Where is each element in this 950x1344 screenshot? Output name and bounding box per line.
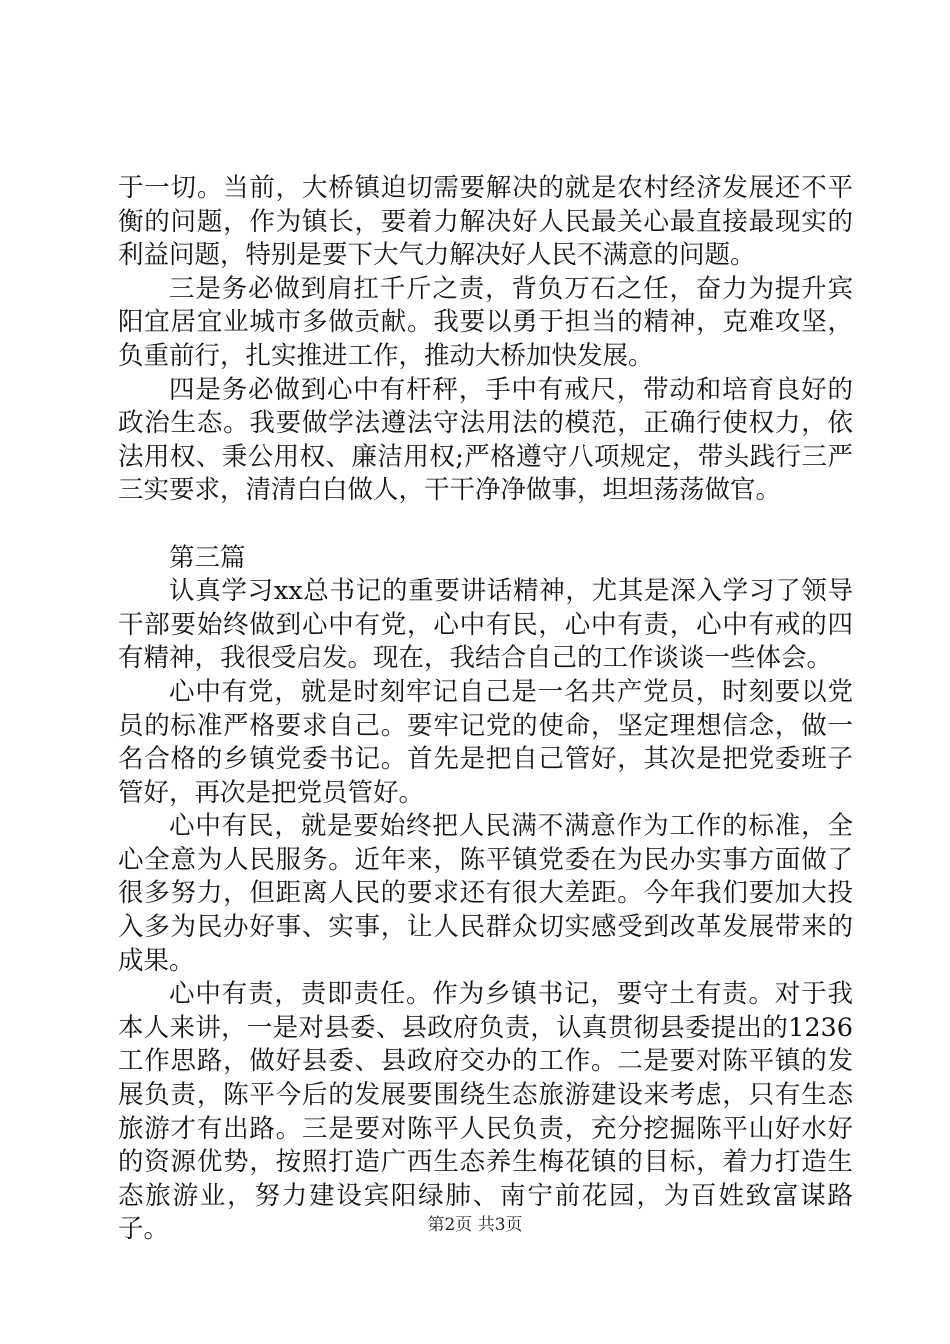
section-heading: 第三篇 (169, 542, 246, 573)
paragraph-point-four: 四是务必做到心中有杆秤，手中有戒尺，带动和培育良好的政治生态。我要做学法遵法守法用法的模范，正确行使权力，依法用权、秉公用权、廉洁用权;严格遵守八项规定，带头践行三严三实要求，清清白白做人，干干净净做事，坦坦荡荡做官。 (118, 374, 853, 506)
paragraph-point-three: 三是务必做到肩扛千斤之责，背负万石之任，奋力为提升宾阳宜居宜业城市多做贡献。我要以勇于担当的精神，克难攻坚，负重前行，扎实推进工作，推动大桥加快发展。 (118, 273, 853, 371)
section-spacer (118, 508, 853, 542)
page-footer: 第2页 共3页 (427, 1215, 523, 1235)
document-body (118, 172, 853, 1247)
paragraph-people: 心中有民，就是要始终把人民满不满意作为工作的标准，全心全意为人民服务。近年来，陈平镇党委在为民办实事方面做了很多努力，但距离人民的要求还有很大差距。今年我们要加大投入多为民办好事、实事，让人民群众切实感受到改革发展带来的成果。 (118, 811, 853, 976)
paragraph-intro: 认真学习xx总书记的重要讲话精神，尤其是深入学习了领导干部要始终做到心中有党，心中有民，心中有责，心中有戒的四有精神，我很受启发。现在，我结合自己的工作谈谈一些体会。 (118, 576, 853, 674)
paragraph-party: 心中有党，就是时刻牢记自己是一名共产党员，时刻要以党员的标准严格要求自己。要牢记党的使命，坚定理想信念，做一名合格的乡镇党委书记。首先是把自己管好，其次是把党委班子管好，再次是把党员管好。 (118, 676, 853, 808)
paragraph-responsibility: 心中有责，责即责任。作为乡镇书记，要守土有责。对于我本人来讲，一是对县委、县政府负责，认真贯彻县委提出的1236工作思路，做好县委、县政府交办的工作。二是要对陈平镇的发展负责，陈平今后的发展要围绕生态旅游建设来考虑，只有生态旅游才有出路。三是要对陈平人民负责，充分挖掘陈平山好水好的资源优势，按照打造广西生态养生梅花镇的目标，着力打造生态旅游业，努力建设宾阳绿肺、南宁前花园，为百姓致富谋路子。 (118, 979, 853, 1245)
paragraph-continued: 于一切。当前，大桥镇迫切需要解决的就是农村经济发展还不平衡的问题，作为镇长，要着力解决好人民最关心最直接最现实的利益问题，特别是要下大气力解决好人民不满意的问题。 (118, 173, 853, 271)
